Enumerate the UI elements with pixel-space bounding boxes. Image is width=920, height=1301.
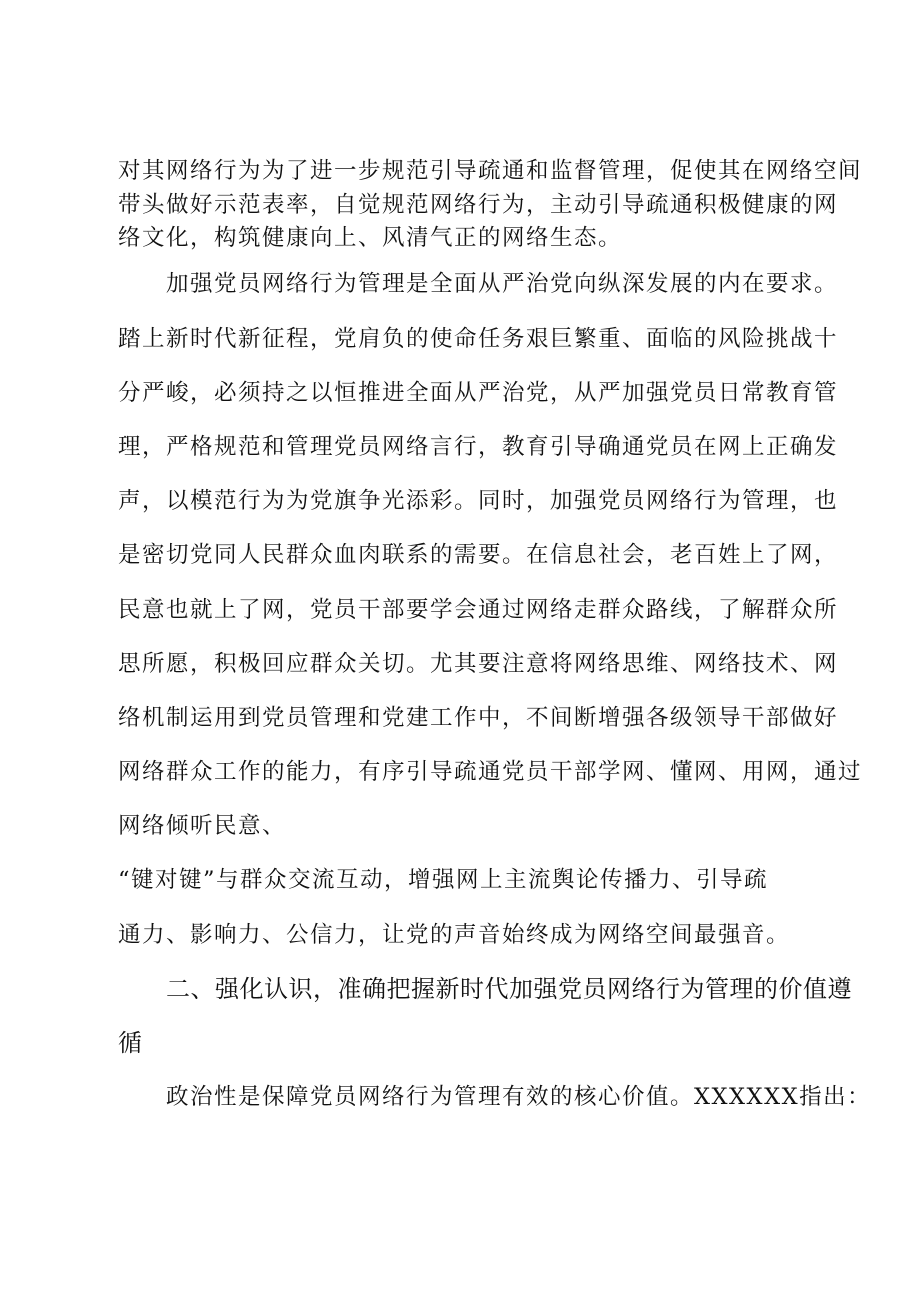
paragraph-2-line-8: 思所愿，积极回应群众关切。尤其要注意将网络思维、网络技术、网 [118, 651, 839, 677]
paragraph-2-line-7: 民意也就上了网，党员干部要学会通过网络走群众路线，了解群众所 [118, 597, 839, 623]
paragraph-2-line-10: 网络群众工作的能力，有序引导疏通党员干部学网、懂网、用网，通过 [118, 759, 863, 785]
paragraph-2-line-1: 加强党员网络行为管理是全面从严治党向纵深发展的内在要求。 [166, 271, 839, 297]
section-heading-line-2: 循 [118, 1029, 143, 1057]
paragraph-1-line-1: 对其网络行为为了进一步规范引导疏通和监督管理，促使其在网络空间 [118, 158, 863, 184]
paragraph-1-line-2: 带头做好示范表率，自觉规范网络行为，主动引导疏通积极健康的网 [118, 192, 839, 218]
paragraph-2-line-12: “键对键”与群众交流互动，增强网上主流舆论传播力、引导疏 [118, 867, 769, 893]
paragraph-3-line-1: 政治性是保障党员网络行为管理有效的核心价值。XXXXXX指出： [166, 1084, 872, 1110]
paragraph-2-line-6: 是密切党同人民群众血肉联系的需要。在信息社会，老百姓上了网， [118, 542, 839, 568]
paragraph-2-line-13: 通力、影响力、公信力，让党的声音始终成为网络空间最强音。 [118, 922, 791, 948]
paragraph-2-line-5: 声，以模范行为为党旗争光添彩。同时，加强党员网络行为管理，也 [118, 488, 839, 514]
paragraph-2-line-11: 网络倾听民意、 [118, 813, 287, 839]
paragraph-2-line-9: 络机制运用到党员管理和党建工作中，不间断增强各级领导干部做好 [118, 705, 839, 731]
paragraph-2-line-3: 分严峻，必须持之以恒推进全面从严治党，从严加强党员日常教育管 [118, 380, 839, 406]
paragraph-2-line-4: 理，严格规范和管理党员网络言行，教育引导确通党员在网上正确发 [118, 434, 839, 460]
paragraph-2-line-2: 踏上新时代新征程，党肩负的使命任务艰巨繁重、面临的风险挑战十 [118, 326, 839, 352]
paragraph-1-line-3: 络文化，构筑健康向上、风清气正的网络生态。 [118, 225, 623, 251]
section-heading-line-1: 二、强化认识，准确把握新时代加强党员网络行为管理的价值遵 [166, 975, 852, 1003]
